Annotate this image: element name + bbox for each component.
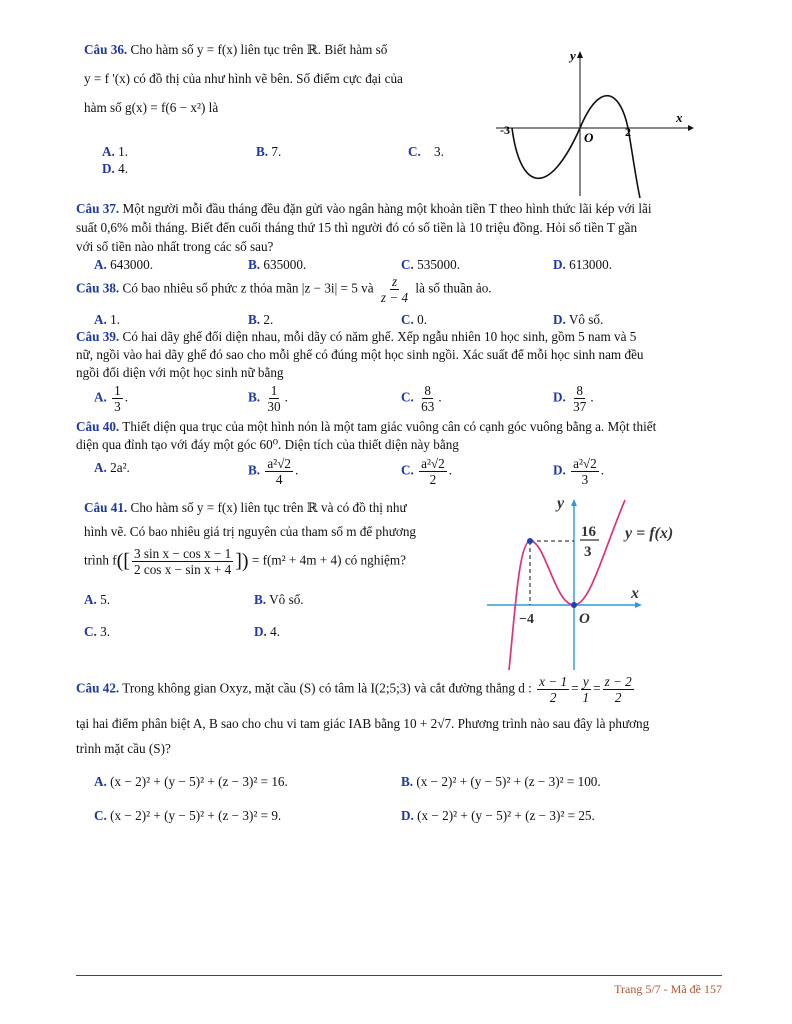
q42-option-a[interactable]: A. (x − 2)² + (y − 5)² + (z − 3)² = 16. <box>94 774 288 789</box>
q39-option-c[interactable]: C. $\frac{8}{63}$ . <box>401 383 442 414</box>
q38-option-d[interactable]: D. Vô số. <box>553 312 604 327</box>
q42-option-c[interactable]: C. (x − 2)² + (y − 5)² + (z − 3)² = 9. <box>94 808 282 823</box>
q36-origin-label: O <box>584 130 594 145</box>
q37-option-d[interactable]: D. 613000. <box>553 257 612 272</box>
q36-curve <box>512 96 640 198</box>
q40-line1: Câu 40. Thiết diện qua trục của một hình nón là một tam giác vuông cân có cạnh góc vuông bằng a. Một thiết <box>76 419 657 434</box>
q41-option-c[interactable]: C. 3. <box>84 624 111 639</box>
q40-option-a[interactable]: A. 2a². <box>94 460 130 475</box>
q41-neg4-label: −4 <box>519 612 534 627</box>
q41-x-label: x <box>631 585 639 602</box>
q39-text-3: ngồi đối diện với một học sinh nữ bằng <box>76 365 284 380</box>
q36-option-b[interactable]: B. 7. <box>256 144 282 159</box>
q38-option-a[interactable]: A. 1. <box>94 312 121 327</box>
q40-option-b[interactable]: B. $\frac{\text{a²√2}}{4}$ . <box>248 456 299 487</box>
q37-option-a[interactable]: A. 643000. <box>94 257 153 272</box>
q41-fx-label: y = f(x) <box>625 525 674 542</box>
q36-text-3: hàm số g(x) = f(6 − x²) là <box>84 100 219 115</box>
q41-line3: trình f([ $\frac{\text{3 sin x − cos x − 1}}{\text{2 cos x − sin x + 4}}$ ]) = f(m² + 4m + 4) có nghiệm? <box>84 546 406 577</box>
q42-line1: Câu 42. Trong không gian Oxyz, mặt cầu (S) có tâm là I(2;5;3) và cắt đường thẳng d : $\frac{x - 1}{2}$ = $\frac{y}{1}$ = $\frac{z - 2}{2}$ <box>76 674 632 705</box>
q39-option-d[interactable]: D. $\frac{8}{37}$ . <box>553 383 594 414</box>
q41-text-2: hình vẽ. Có bao nhiêu giá trị nguyên của tham số m để phương <box>84 524 417 539</box>
q41-16-label: 16 <box>581 524 596 540</box>
q36-x-label: x <box>676 110 683 125</box>
q41-x-arrow-icon <box>635 602 642 608</box>
q36-y-arrow-icon <box>577 51 583 58</box>
q41-graph <box>485 492 705 672</box>
q41-y-arrow-icon <box>571 499 577 506</box>
q36-text-1: Cho hàm số y = f(x) liên tục trên ℝ. Biết hàm số <box>130 42 388 57</box>
q37-option-c[interactable]: C. 535000. <box>401 257 460 272</box>
page-footer: Trang 5/7 - Mã đề 157 <box>614 982 722 996</box>
q41-curve <box>509 500 625 670</box>
q36-number: Câu 36. <box>84 42 128 57</box>
q38-line: Câu 38. Có bao nhiêu số phức z thỏa mãn |z − 3i| = 5 và $\frac{z}{z - 4}$ là số thuần ảo. <box>76 274 492 305</box>
q36-option-c[interactable]: C. 3. <box>408 144 444 159</box>
q37-option-b[interactable]: B. 635000. <box>248 257 307 272</box>
q38-option-b[interactable]: B. 2. <box>248 312 274 327</box>
footer-divider <box>76 975 722 976</box>
q42-option-b[interactable]: B. (x − 2)² + (y − 5)² + (z − 3)² = 100. <box>401 774 601 789</box>
q36-line1 <box>84 42 387 58</box>
q37-text-2: suất 0,6% mỗi tháng. Biết đến cuối tháng thứ 15 thì người đó có số tiền là 10 triệu đồng. Hỏi số tiền T gần <box>76 220 638 235</box>
q37-text-3: với số tiền nào nhất trong các số sau? <box>76 239 274 254</box>
q36-neg3-label: -3 <box>500 123 510 137</box>
q37-line1: Câu 37. Một người mỗi đầu tháng đều đặn gửi vào ngân hàng một khoản tiền T theo hình thức lãi kép với lãi <box>76 201 652 216</box>
q36-x-arrow-icon <box>688 125 694 131</box>
q42-text-2: tại hai điểm phân biệt A, B sao cho chu vi tam giác IAB bằng 10 + 2√7. Phương trình nào sau đây là phương <box>76 716 650 731</box>
q36-graph <box>490 40 700 200</box>
q40-option-d[interactable]: D. $\frac{\text{a²√2}}{3}$ . <box>553 456 605 487</box>
q42-text-3: trình mặt cầu (S)? <box>76 741 171 756</box>
q41-line1: Câu 41. Cho hàm số y = f(x) liên tục trên ℝ và có đồ thị như <box>84 500 407 515</box>
q39-option-a[interactable]: A. $\frac{1}{3}$ . <box>94 383 129 414</box>
q40-option-c[interactable]: C. $\frac{\text{a²√2}}{2}$ . <box>401 456 453 487</box>
q41-3-label: 3 <box>584 544 592 560</box>
q41-min-point <box>571 602 577 608</box>
q40-text-2: diện qua đỉnh tạo với đáy một góc 60⁰. Diện tích của thiết diện này bằng <box>76 437 459 452</box>
q39-text-2: nữ, ngồi vào hai dãy ghế đó sao cho mỗi ghế có đúng một học sinh ngồi. Xác suất để mỗi học sinh nam đều <box>76 347 644 362</box>
q41-y-label: y <box>557 495 565 512</box>
q36-text-2: y = f '(x) có đồ thị của như hình vẽ bên. Số điểm cực đại của <box>84 71 403 86</box>
q36-y-label: y <box>570 48 576 63</box>
q38-option-c[interactable]: C. 0. <box>401 312 428 327</box>
q41-origin-label: O <box>579 611 590 627</box>
q38-fraction: $\frac{z}{z - 4}$ <box>380 274 409 305</box>
q41-option-a[interactable]: A. 5. <box>84 592 111 607</box>
q36-two-label: 2 <box>625 125 631 139</box>
q36-option-d[interactable]: D. 4. <box>102 161 129 176</box>
q41-option-b[interactable]: B. Vô số. <box>254 592 304 607</box>
q39-line1: Câu 39. Có hai dãy ghế đối diện nhau, mỗi dãy có năm ghế. Xếp ngẫu nhiên 10 học sinh, gồm 5 nam và 5 <box>76 329 637 344</box>
q36-option-a[interactable]: A. 1. <box>102 144 129 159</box>
q42-option-d[interactable]: D. (x − 2)² + (y − 5)² + (z − 3)² = 25. <box>401 808 595 823</box>
q41-option-d[interactable]: D. 4. <box>254 624 281 639</box>
q41-max-point <box>527 538 533 544</box>
q39-option-b[interactable]: B. $\frac{1}{30}$ . <box>248 383 288 414</box>
